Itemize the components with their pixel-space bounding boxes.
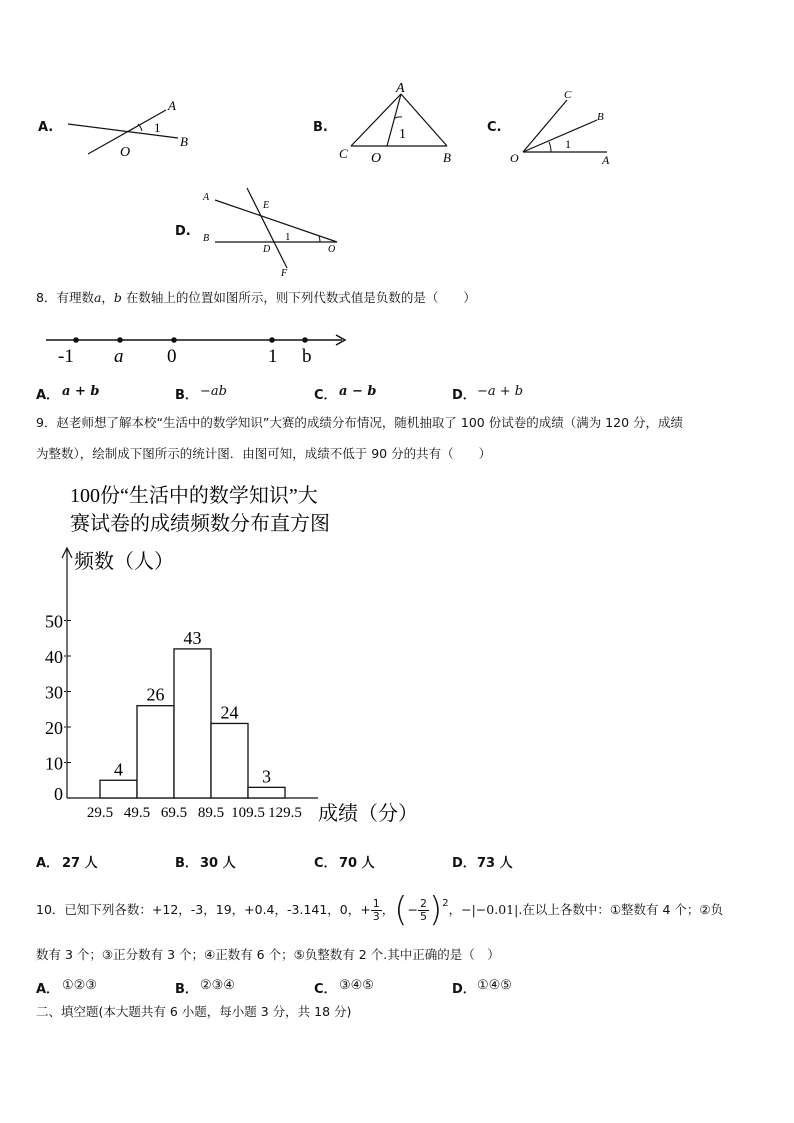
point-label: O — [510, 151, 519, 165]
q9-stem-line1: 9．赵老师想了解本校“生活中的数学知识”大赛的成绩分布情况，随机抽取了 100 份试卷的成绩（满为 120 分，成绩 — [36, 415, 684, 430]
histogram-bar — [211, 723, 248, 798]
option-c-value: 70 人 — [339, 856, 375, 871]
q7-option-b — [313, 80, 473, 170]
x-tick-label: 49.5 — [123, 805, 151, 821]
right-paren: ) — [429, 890, 443, 930]
option-a-label: A． — [36, 856, 60, 871]
axis-label: 1 — [268, 346, 278, 367]
histogram-bar — [137, 706, 174, 798]
q8-sep: ， — [101, 290, 114, 305]
option-a-label: A． — [36, 982, 60, 997]
option-b-label: B． — [175, 388, 198, 403]
y-tick-label: 30 — [45, 682, 63, 703]
q10-sep: ， — [381, 902, 395, 917]
bar-data-label: 4 — [114, 759, 123, 780]
option-a-value: ①②③ — [62, 978, 97, 993]
option-label: B. — [313, 120, 328, 135]
triangle-figure-b — [313, 80, 473, 170]
option-a-label: A． — [36, 388, 60, 403]
bar-data-label: 3 — [262, 766, 271, 787]
y-tick-label: 10 — [45, 753, 63, 774]
point-label: O — [328, 244, 336, 255]
axis-label: a — [114, 346, 124, 367]
x-tick-label: 129.5 — [268, 805, 302, 821]
q7-option-c — [487, 86, 627, 168]
option-a-value: a + b — [62, 384, 100, 399]
option-label: D. — [175, 224, 191, 239]
fraction-two-fifths — [418, 898, 429, 923]
point-label: 1 — [285, 231, 291, 243]
paren-expression — [394, 890, 449, 930]
lines-figure-d — [175, 186, 355, 281]
option-b-value: ②③④ — [200, 978, 235, 993]
left-paren: ( — [394, 890, 408, 930]
histogram-bar — [174, 649, 211, 798]
option-b-label: B． — [175, 982, 198, 997]
option-c-value: a − b — [339, 384, 377, 399]
option-label: A. — [38, 120, 54, 135]
q10-suffix: .在以上各数中：①整数有 4 个；②负 — [518, 902, 724, 917]
point-label: E — [263, 200, 270, 211]
option-c-label: C． — [314, 388, 337, 403]
point-label: A — [602, 153, 610, 167]
point-label: B — [597, 111, 604, 123]
option-c-label: C． — [314, 856, 337, 871]
axis-label: 0 — [167, 346, 177, 367]
q10-stem-line1 — [36, 888, 723, 932]
q8-stem — [36, 289, 476, 307]
q8-text-after: 在数轴上的位置如图所示，则下列代数式值是负数的是（ ） — [121, 290, 476, 305]
x-axis-label: 成绩（分） — [318, 803, 418, 825]
q8-options — [36, 384, 756, 404]
point-label: O — [371, 151, 382, 166]
option-d-value: −a + b — [477, 384, 524, 399]
x-tick-label: 29.5 — [86, 805, 114, 821]
y-tick-label: 20 — [45, 718, 63, 738]
point-label: O — [120, 145, 131, 160]
point-label: B — [443, 150, 451, 165]
x-tick-label: 89.5 — [197, 805, 225, 821]
q9-stem-line2: 为整数），绘制成下图所示的统计图．由图可知，成绩不低于 90 分的共有（ ） — [36, 446, 492, 461]
q8-var-a: a — [93, 290, 102, 305]
y-tick-label: 0 — [54, 784, 63, 804]
q10-options — [36, 978, 756, 998]
option-c-value: ③④⑤ — [339, 978, 374, 993]
bar-data-label: 43 — [183, 627, 202, 648]
paren-sign: − — [407, 902, 418, 917]
option-d-label: D． — [452, 856, 476, 871]
q10-prefix: 10．已知下列各数：+12，-3，19，+0.4，-3.141，0，+ — [36, 902, 371, 917]
chart-title-line2: 赛试卷的成绩频数分布直方图 — [70, 513, 330, 535]
point-label: 1 — [399, 127, 406, 142]
section-heading: 二、填空题(本大题共有 6 小题，每小题 3 分，共 18 分) — [36, 1004, 352, 1019]
q9-options — [36, 852, 756, 872]
point-label: C — [339, 146, 348, 161]
option-label: C. — [487, 120, 502, 135]
q8-var-b: b — [113, 290, 122, 305]
point-label: B — [203, 233, 210, 244]
fraction-numerator: 2 — [420, 896, 427, 910]
axis-label: b — [302, 346, 312, 367]
y-axis-label: 频数（人） — [74, 551, 174, 573]
y-tick-label: 50 — [45, 611, 63, 632]
option-d-label: D． — [452, 982, 476, 997]
chart-title-line1: 100份“生活中的数学知识”大 — [70, 485, 318, 507]
abs-expression: ，−|−0.01| — [448, 902, 519, 917]
bar-data-label: 26 — [146, 684, 165, 705]
exponent: 2 — [442, 898, 449, 909]
q7-option-d — [175, 186, 355, 281]
point-label: 1 — [154, 120, 161, 135]
option-d-value: ①④⑤ — [477, 978, 512, 993]
q7-option-a — [38, 92, 198, 162]
point-label: A — [168, 98, 176, 113]
option-d-value: 73 人 — [477, 856, 513, 871]
histogram-chart — [36, 478, 436, 838]
q10-stem-line2: 数有 3 个；③正分数有 3 个；④正数有 6 个；⑤负整数有 2 个.其中正确的是（ ） — [36, 947, 500, 962]
bar-data-label: 24 — [220, 702, 239, 723]
option-c-label: C． — [314, 982, 337, 997]
option-b-value: −ab — [200, 384, 227, 399]
histogram-bar — [100, 780, 137, 798]
option-b-value: 30 人 — [200, 856, 236, 871]
point-label: C — [564, 89, 572, 101]
fraction-numerator: 1 — [372, 896, 380, 910]
point-label: B — [180, 134, 188, 149]
x-tick-label: 69.5 — [160, 805, 188, 821]
number-line — [40, 326, 360, 376]
point-label: F — [281, 268, 288, 279]
point-label: 1 — [565, 137, 571, 151]
option-a-value: 27 人 — [62, 856, 98, 871]
point-label: D — [263, 244, 271, 255]
point-label: A — [203, 192, 210, 203]
point-label: A — [396, 81, 405, 96]
x-tick-label: 109.5 — [231, 805, 265, 821]
y-tick-label: 40 — [45, 647, 63, 667]
option-d-label: D． — [452, 388, 476, 403]
fraction-denominator: 5 — [420, 909, 427, 923]
axis-label: -1 — [58, 346, 74, 367]
fraction-one-third — [371, 898, 382, 923]
angle-figure-c — [487, 86, 627, 168]
fraction-denominator: 3 — [372, 909, 380, 923]
q8-text: 8．有理数 — [36, 290, 94, 305]
option-b-label: B． — [175, 856, 198, 871]
histogram-bar — [248, 787, 285, 798]
angle-figure-a — [38, 92, 198, 162]
